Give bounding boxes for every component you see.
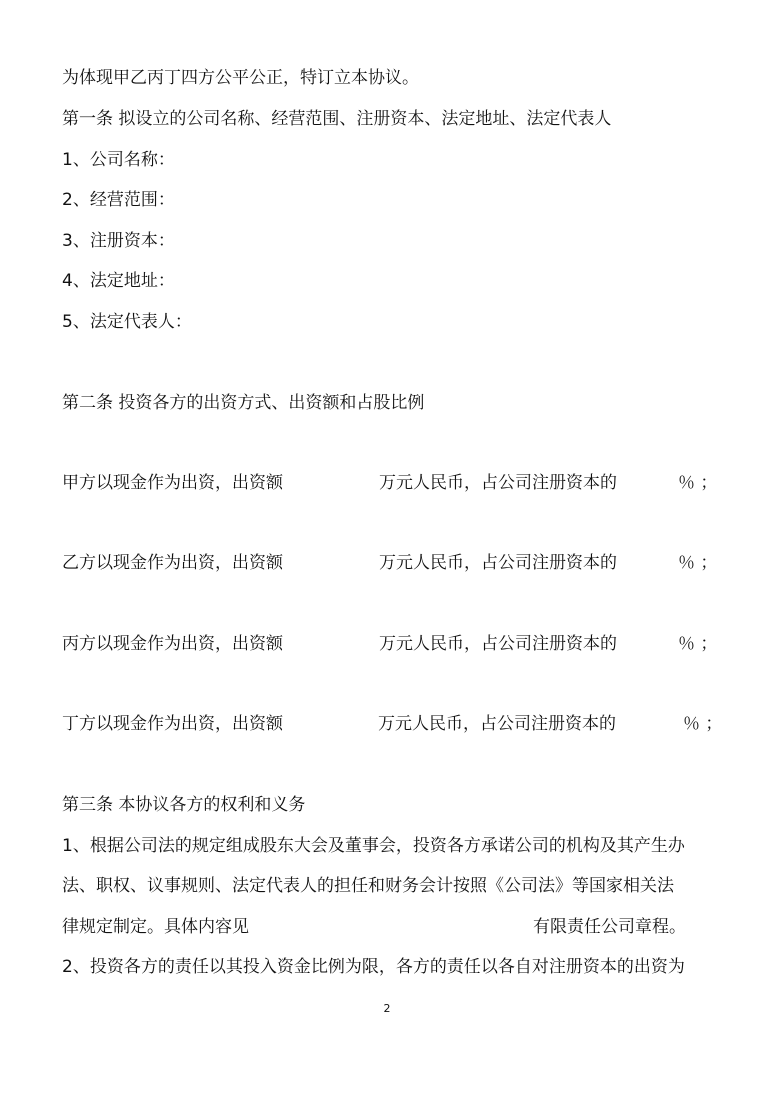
article3-paragraph-line: 2、投资各方的责任以其投入资金比例为限，各方的责任以各自对注册资本的出资为 [62, 957, 685, 977]
article1-item: 1、公司名称： [62, 150, 175, 170]
article1-item: 5、法定代表人： [62, 312, 192, 332]
article3-title: 第三条 本协议各方的权利和义务 [62, 795, 306, 815]
article3-text: 有限责任公司章程。 [533, 917, 686, 937]
article1-title: 第一条 拟设立的公司名称、经营范围、注册资本、法定地址、法定代表人 [62, 109, 612, 129]
contribution-party: 丙方以现金作为出资，出资额 [62, 634, 283, 654]
article1-item: 4、法定地址： [62, 271, 175, 291]
contribution-party: 甲方以现金作为出资，出资额 [62, 473, 283, 493]
page-number: 2 [383, 1002, 391, 1015]
contribution-percent: ％ ； [678, 553, 718, 573]
contribution-unit: 万元人民币，占公司注册资本的 [379, 553, 617, 573]
contribution-percent: ％ ； [678, 473, 718, 493]
contribution-percent: ％ ； [678, 634, 718, 654]
contribution-unit: 万元人民币，占公司注册资本的 [379, 473, 617, 493]
article3-paragraph-line: 法、职权、议事规则、法定代表人的担任和财务会计按照《公司法》等国家相关法 [62, 876, 674, 896]
intro-text: 为体现甲乙丙丁四方公平公正，特订立本协议。 [62, 68, 419, 88]
article1-item: 3、注册资本： [62, 231, 175, 251]
article2-title: 第二条 投资各方的出资方式、出资额和占股比例 [62, 393, 425, 413]
contribution-party: 丁方以现金作为出资，出资额 [62, 714, 283, 734]
article3-text: 律规定制定。具体内容见 [62, 917, 249, 937]
contribution-unit: 万元人民币，占公司注册资本的 [378, 714, 616, 734]
contribution-percent: ％ ； [683, 714, 723, 734]
article3-paragraph-line: 1、根据公司法的规定组成股东大会及董事会，投资各方承诺公司的机构及其产生办 [62, 836, 685, 856]
contribution-party: 乙方以现金作为出资，出资额 [62, 553, 283, 573]
contribution-unit: 万元人民币，占公司注册资本的 [379, 634, 617, 654]
article1-item: 2、经营范围： [62, 190, 175, 210]
